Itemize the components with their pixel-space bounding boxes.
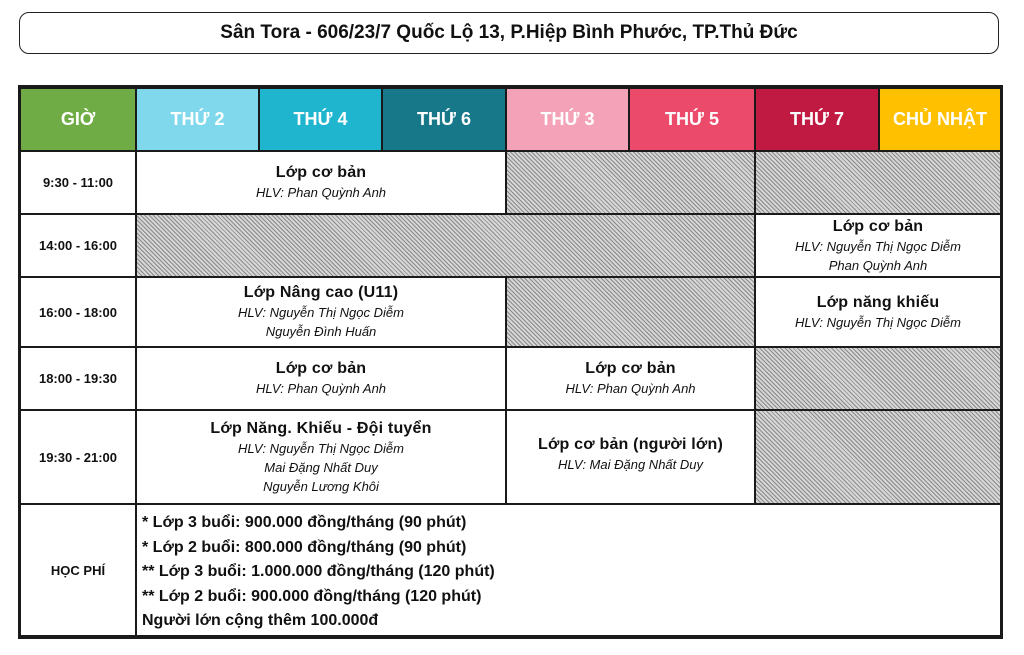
coach-name: Phan Quỳnh Anh — [828, 257, 928, 273]
fee-line: ** Lớp 2 buổi: 900.000 đồng/tháng (120 phút) — [142, 587, 482, 605]
class-cell — [507, 411, 754, 503]
class-name: Lớp cơ bản (người lớn) — [537, 436, 724, 453]
schedule-table — [18, 85, 1003, 639]
empty-slot — [507, 152, 754, 213]
class-name: Lớp cơ bản — [585, 360, 676, 377]
class-name: Lớp Năng. Khiếu - Đội tuyển — [210, 419, 432, 437]
coach-name: HLV: Nguyễn Thị Ngọc Diễm — [795, 238, 961, 254]
empty-slot — [756, 411, 1000, 503]
fee-line: * Lớp 2 buổi: 800.000 đồng/tháng (90 phút) — [142, 538, 467, 556]
coach-name: HLV: Phan Quỳnh Anh — [255, 185, 387, 200]
class-cell — [507, 348, 754, 409]
coach-name: HLV: Phan Quỳnh Anh — [565, 381, 696, 396]
time-slot: 9:30 - 11:00 — [21, 152, 135, 213]
time-slot: 19:30 - 21:00 — [21, 411, 135, 503]
header-thu-4: THỨ 4 — [260, 89, 381, 150]
class-name: Lớp cơ bản — [275, 360, 367, 377]
time-slot: 14:00 - 16:00 — [21, 215, 135, 276]
fee-label: HỌC PHÍ — [21, 505, 135, 635]
fee-line: ** Lớp 3 buổi: 1.000.000 đồng/tháng (120 phút) — [142, 563, 495, 580]
class-name: Lớp cơ bản — [832, 217, 924, 235]
coach-name: Nguyễn Lương Khôi — [263, 478, 379, 494]
time-slot: 18:00 - 19:30 — [21, 348, 135, 409]
class-name: Lớp cơ bản — [275, 164, 367, 181]
header-chu-nhat: CHỦ NHẬT — [880, 89, 1000, 150]
empty-slot — [137, 215, 754, 276]
class-name: Lớp Nâng cao (U11) — [243, 284, 399, 301]
coach-name: HLV: Nguyễn Thị Ngọc Diễm — [238, 305, 404, 320]
header-thu-7: THỨ 7 — [756, 89, 878, 150]
fee-details — [137, 505, 1000, 635]
coach-name: HLV: Phan Quỳnh Anh — [255, 381, 387, 396]
class-cell — [756, 215, 1000, 276]
coach-name: HLV: Mai Đặng Nhất Duy — [558, 457, 703, 472]
class-cell — [137, 278, 505, 346]
header-time: GIỜ — [21, 89, 135, 150]
class-cell — [137, 348, 505, 409]
empty-slot — [507, 278, 754, 346]
coach-name: HLV: Nguyễn Thị Ngọc Diễm — [238, 440, 404, 456]
empty-slot — [756, 348, 1000, 409]
header-thu-3: THỨ 3 — [507, 89, 628, 150]
coach-name: Mai Đặng Nhất Duy — [264, 459, 378, 475]
page-title: Sân Tora - 606/23/7 Quốc Lộ 13, P.Hiệp Bình Phước, TP.Thủ Đức — [19, 12, 999, 54]
header-thu-2: THỨ 2 — [137, 89, 258, 150]
coach-name: HLV: Nguyễn Thị Ngọc Diễm — [795, 314, 961, 330]
fee-line: Người lớn cộng thêm 100.000đ — [142, 612, 379, 629]
class-cell — [756, 278, 1000, 346]
fee-line: * Lớp 3 buổi: 900.000 đồng/tháng (90 phút) — [142, 514, 467, 531]
time-slot: 16:00 - 18:00 — [21, 278, 135, 346]
coach-name: Nguyễn Đình Huấn — [265, 324, 377, 339]
class-cell — [137, 411, 505, 503]
class-name: Lớp năng khiếu — [816, 293, 940, 311]
header-thu-5: THỨ 5 — [630, 89, 754, 150]
class-cell — [137, 152, 505, 213]
header-thu-6: THỨ 6 — [383, 89, 505, 150]
empty-slot — [756, 152, 1000, 213]
